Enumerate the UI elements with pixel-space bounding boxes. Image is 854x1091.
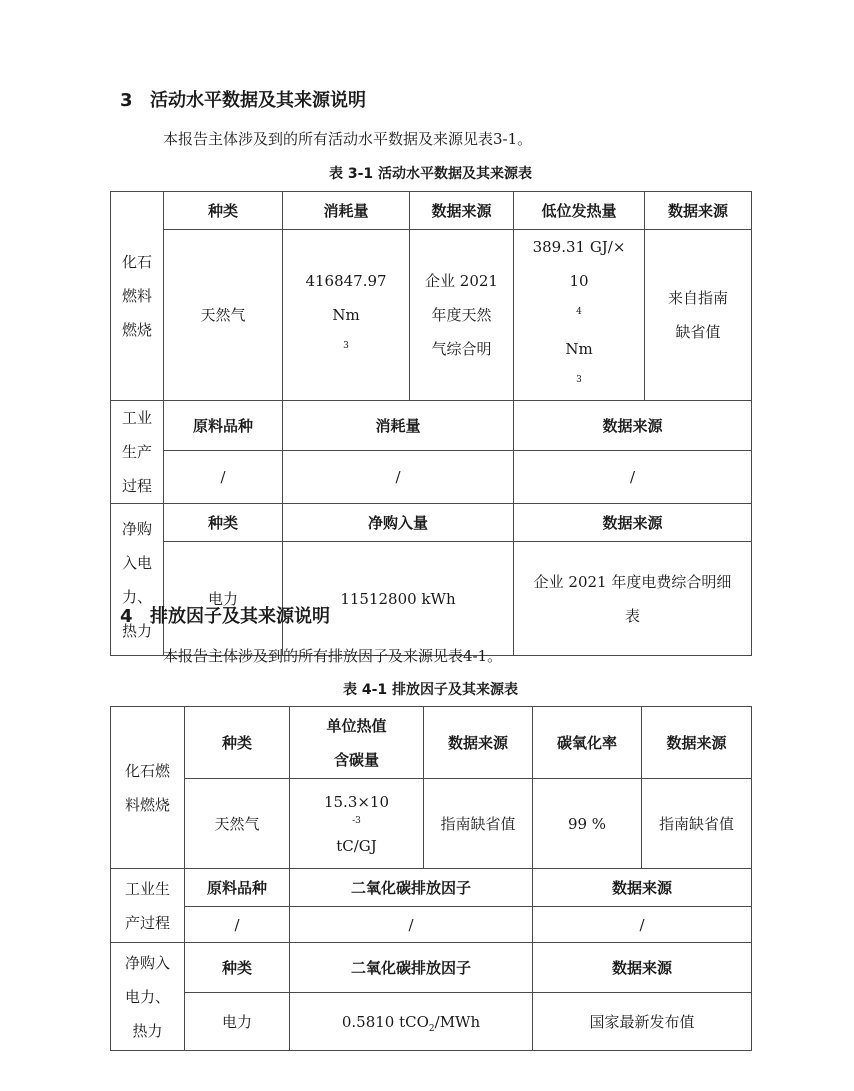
industrial-header-row [111, 401, 752, 451]
fossil-header-row [111, 192, 752, 230]
ef-industrial-data-row [111, 907, 752, 943]
power-header-type: 种类 [164, 504, 283, 542]
header-type: 种类 [164, 192, 283, 230]
industrial-source: / [514, 451, 752, 504]
ef-fossil-type: 天然气 [185, 779, 290, 869]
table-3-1-caption: 表 3-1 活动水平数据及其来源表 [328, 166, 533, 182]
power-type: 电力 [164, 542, 283, 656]
industrial-material: / [164, 451, 283, 504]
industrial-header-consumption: 消耗量 [283, 401, 514, 451]
power-header-row [111, 504, 752, 542]
ef-industrial-category-cell: 工业生 产过程 [111, 869, 185, 943]
fossil-source: 企业 2021 年度天然 气综合明 [410, 230, 514, 401]
fossil-type: 天然气 [164, 230, 283, 401]
ef-power-factor: 0.5810 tCO$_2$/MWh [290, 993, 533, 1051]
section-4-intro: 本报告主体涉及到的所有排放因子及来源见表4-1。 [163, 647, 503, 665]
ef-power-header-type: 种类 [185, 943, 290, 993]
industrial-category-cell: 工业 生产 过程 [111, 401, 164, 504]
ef-ox-source: 指南缺省值 [642, 779, 752, 869]
section-4-heading [120, 602, 330, 628]
section-4-number: 4 [120, 606, 133, 627]
ef-power-source: 国家最新发布值 [533, 993, 752, 1051]
ef-fossil-data-row [111, 779, 752, 869]
header-source: 数据来源 [410, 192, 514, 230]
section-3-intro: 本报告主体涉及到的所有活动水平数据及来源见表3-1。 [163, 130, 533, 148]
industrial-header-source: 数据来源 [514, 401, 752, 451]
header-consumption: 消耗量 [283, 192, 410, 230]
ef-fossil-header-row [111, 707, 752, 779]
ef-industrial-header-factor: 二氧化碳排放因子 [290, 869, 533, 907]
industrial-consumption: / [283, 451, 514, 504]
ef-oxidation: 99 % [533, 779, 642, 869]
ef-power-data-row [111, 993, 752, 1051]
power-data-row [111, 542, 752, 656]
ef-power-type: 电力 [185, 993, 290, 1051]
ef-carbon-content: 15.3×10 $^{-3}$ tC/GJ [290, 779, 424, 869]
section-4-title: 排放因子及其来源说明 [150, 606, 330, 627]
fossil-data-row [111, 230, 752, 401]
power-header-source: 数据来源 [514, 504, 752, 542]
power-category-cell: 净购 入电 力、 热力 [111, 504, 164, 656]
table-3-1 [110, 191, 752, 656]
ef-industrial-header-material: 原料品种 [185, 869, 290, 907]
ef-fossil-category-cell: 化石燃 料燃烧 [111, 707, 185, 869]
section-3-number: 3 [120, 90, 133, 111]
ef-industrial-header-row [111, 869, 752, 907]
ef-industrial-source: / [533, 907, 752, 943]
fossil-ncv: 389.31 GJ/× 10 $^4$ Nm $^3$ [514, 230, 645, 401]
ef-industrial-header-source: 数据来源 [533, 869, 752, 907]
ef-industrial-factor: / [290, 907, 533, 943]
fossil-ncv-source: 来自指南 缺省值 [645, 230, 752, 401]
section-3-heading [120, 86, 366, 112]
industrial-header-material: 原料品种 [164, 401, 283, 451]
ef-industrial-material: / [185, 907, 290, 943]
table-4-1 [110, 706, 752, 1051]
power-header-amount: 净购入量 [283, 504, 514, 542]
fossil-consumption: 416847.97 Nm $^3$ [283, 230, 410, 401]
header-ncv-source: 数据来源 [645, 192, 752, 230]
ef-carbon-source: 指南缺省值 [424, 779, 533, 869]
power-amount: 11512800 kWh [283, 542, 514, 656]
ef-header-oxidation: 碳氧化率 [533, 707, 642, 779]
ef-header-source: 数据来源 [424, 707, 533, 779]
ef-header-carbon-content: 单位热值 含碳量 [290, 707, 424, 779]
ef-header-type: 种类 [185, 707, 290, 779]
power-source: 企业 2021 年度电费综合明细 表 [514, 542, 752, 656]
ef-power-header-source: 数据来源 [533, 943, 752, 993]
header-ncv: 低位发热量 [514, 192, 645, 230]
table-4-1-caption: 表 4-1 排放因子及其来源表 [342, 682, 519, 698]
ef-power-category-cell: 净购入 电力、 热力 [111, 943, 185, 1051]
section-3-title: 活动水平数据及其来源说明 [150, 90, 366, 111]
fossil-category-cell: 化石 燃料 燃烧 [111, 192, 164, 401]
ef-header-ox-source: 数据来源 [642, 707, 752, 779]
ef-power-header-factor: 二氧化碳排放因子 [290, 943, 533, 993]
ef-power-header-row [111, 943, 752, 993]
industrial-data-row [111, 451, 752, 504]
